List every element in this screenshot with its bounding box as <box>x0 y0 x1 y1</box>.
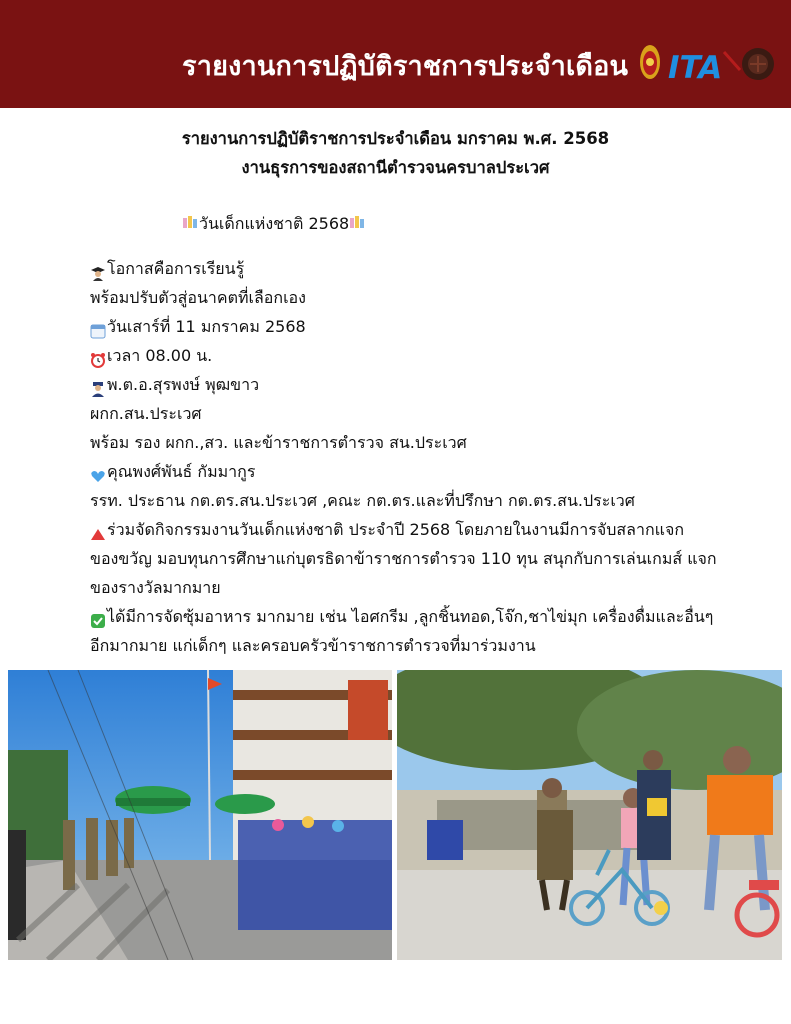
photo-event-grounds <box>8 670 392 960</box>
body-line <box>90 341 770 370</box>
body-line-text: ของรางวัลมากมาย <box>90 578 221 597</box>
body-line-text: อีกมากมาย แก่เด็กๆ และครอบครัวข้าราชการตำรวจที่มาร่วมงาน <box>90 636 536 655</box>
police-emblem-icon <box>640 45 660 79</box>
police-officer-icon <box>90 377 106 393</box>
header-logos <box>636 40 778 84</box>
body-line-text: รรท. ประธาน กต.ตร.สน.ประเวศ ,คณะ กต.ตร.และที่ปรึกษา กต.ตร.สน.ประเวศ <box>90 491 635 510</box>
blue-heart-icon <box>90 464 106 480</box>
ita-logo <box>668 50 740 84</box>
red-triangle-icon <box>90 522 106 538</box>
body-line <box>90 399 770 428</box>
graduate-icon <box>90 261 106 277</box>
body-line-text: ของขวัญ มอบทุนการศึกษาแก่บุตรธิดาข้าราชการตำรวจ 110 ทุน สนุกกับการเล่นเกมส์ แจก <box>90 549 717 568</box>
body-line <box>90 544 770 573</box>
page-header <box>0 0 791 108</box>
body-line-text: ได้มีการจัดซุ้มอาหาร มากมาย เช่น ไอศกรีม ,ลูกชิ้นทอด,โจ๊ก,ชาไข่มุก เครื่องดื่มและอื่นๆ <box>107 607 714 626</box>
body-line-text: ร่วมจัดกิจกรรมงานวันเด็กแห่งชาติ ประจำปี 2568 โดยภายในงานมีการจับสลากแจก <box>107 520 685 539</box>
alarm-clock-icon <box>90 348 106 364</box>
event-heading <box>182 212 366 237</box>
body-line-text: วันเสาร์ที่ 11 มกราคม 2568 <box>107 317 306 336</box>
body-line-text: เวลา 08.00 น. <box>107 346 213 365</box>
body-line-text: ผกก.สน.ประเวศ <box>90 404 202 423</box>
body-line <box>90 370 770 399</box>
photo-child-bicycle <box>397 670 782 960</box>
check-mark-icon <box>90 609 106 625</box>
body-line <box>90 254 770 283</box>
body-line-text: พร้อมปรับตัวสู่อนาคตที่เลือกเอง <box>90 288 306 307</box>
svg-text:ITA: ITA <box>668 50 723 84</box>
header-title: รายงานการปฏิบัติราชการประจำเดือน <box>182 51 629 82</box>
body-line <box>90 312 770 341</box>
body-line-text: พ.ต.อ.สุรพงษ์ พุฒขาว <box>107 375 260 394</box>
body-line <box>90 631 770 660</box>
body-line <box>90 283 770 312</box>
body-line-text: โอกาสคือการเรียนรู้ <box>107 259 245 278</box>
event-title: วันเด็กแห่งชาติ 2568 <box>199 214 350 233</box>
body-line <box>90 573 770 602</box>
body-line <box>90 428 770 457</box>
confetti-icon <box>349 215 366 231</box>
body-line <box>90 486 770 515</box>
calendar-icon <box>90 319 106 335</box>
body-line <box>90 602 770 631</box>
body-line <box>90 457 770 486</box>
body-line-text: คุณพงศ์พันธ์ กัมมากูร <box>107 462 256 481</box>
document-subtitle: งานธุรการของสถานีตำรวจนครบาลประเวศ <box>241 158 550 177</box>
document-title: รายงานการปฏิบัติราชการประจำเดือน มกราคม พ.ศ. 2568 <box>181 129 610 148</box>
confetti-icon <box>182 215 199 231</box>
body-line <box>90 515 770 544</box>
body-line-text: พร้อม รอง ผกก.,สว. และข้าราชการตำรวจ สน.ประเวศ <box>90 433 467 452</box>
seal-icon <box>742 48 774 80</box>
report-body <box>90 254 770 660</box>
